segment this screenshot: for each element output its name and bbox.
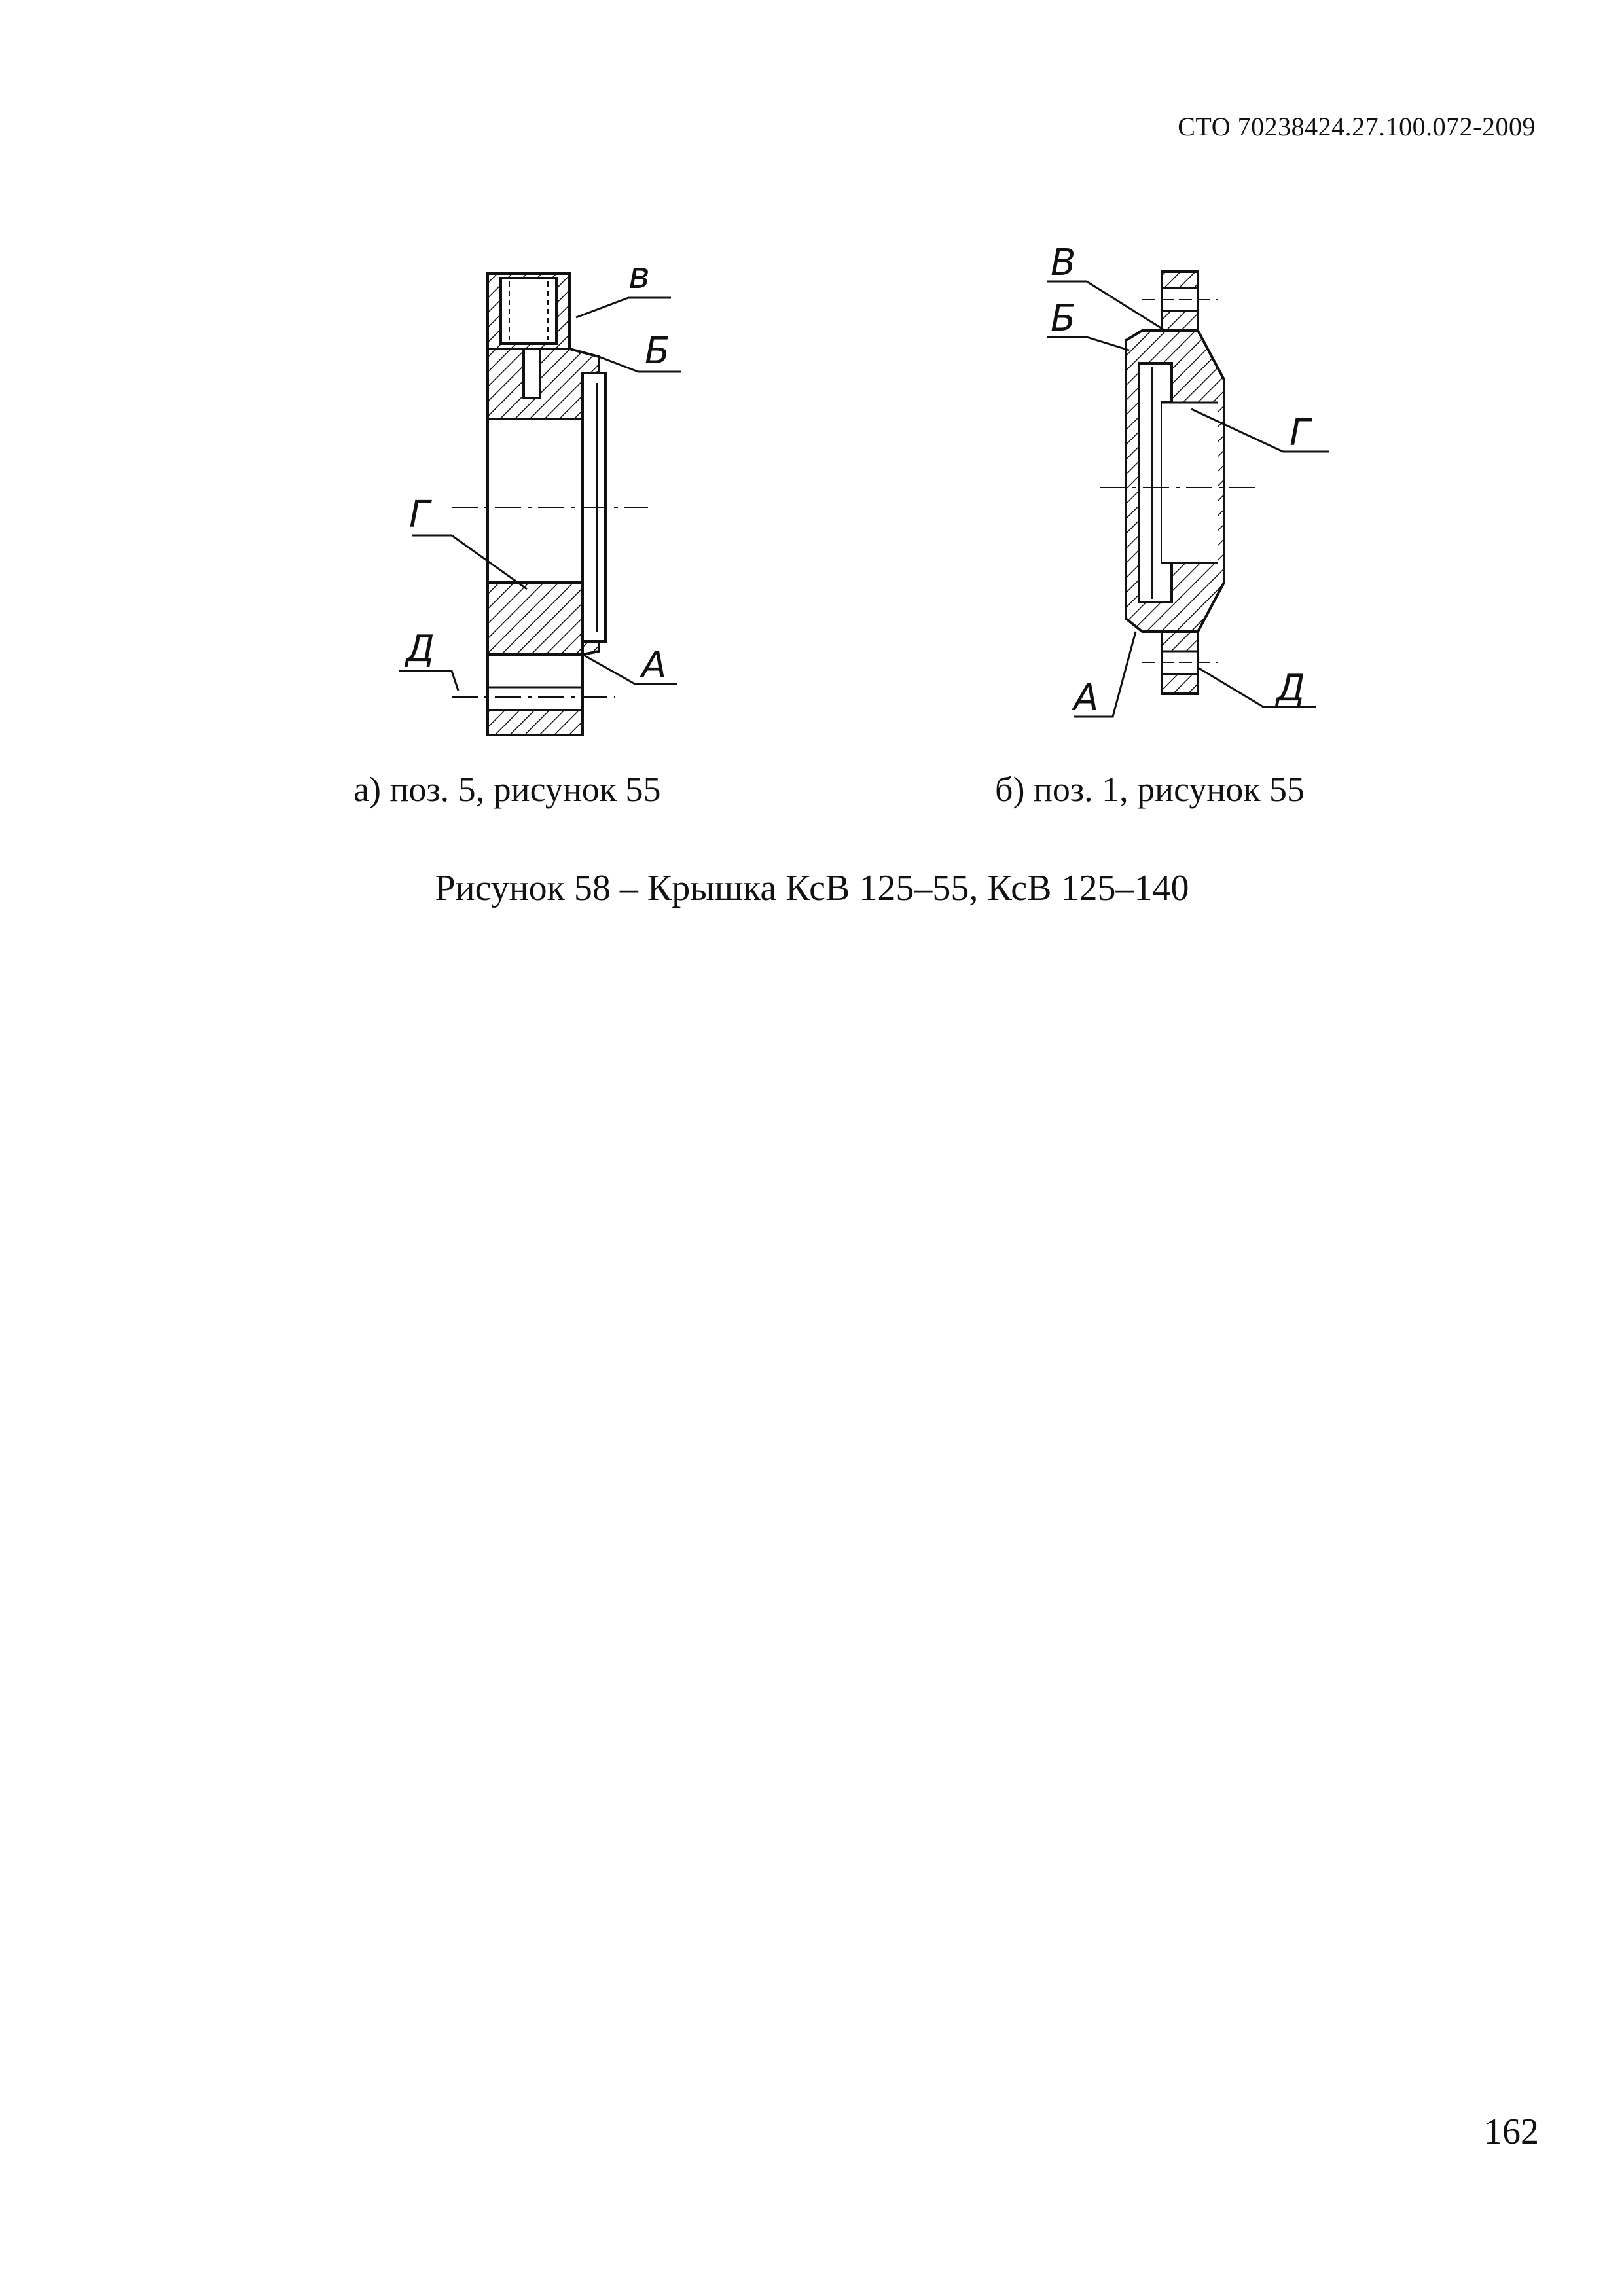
figure-a-label-b: Б [645, 330, 670, 372]
figure-b-label-d: Д [1276, 667, 1305, 709]
figure-b-drawing [1034, 242, 1375, 740]
figure-caption: Рисунок 58 – Крышка КсВ 125–55, КсВ 125–140 [435, 868, 1189, 908]
figure-b-label-a: А [1074, 677, 1099, 719]
figure-a-drawing [380, 249, 746, 759]
figure-a-label-v: в [628, 255, 651, 297]
figure-b-label-b: Б [1051, 297, 1076, 340]
figure-b-caption: б) поз. 1, рисунок 55 [995, 770, 1305, 809]
page-number: 162 [1484, 2111, 1539, 2152]
figure-b-label-g: Г [1290, 412, 1310, 454]
document-code: СТО 70238424.27.100.072-2009 [1178, 112, 1536, 141]
figure-a-label-g: Г [409, 493, 430, 536]
figure-a-label-a: А [641, 644, 667, 687]
figure-a-caption: а) поз. 5, рисунок 55 [353, 770, 661, 809]
figure-b-label-v: В [1051, 242, 1076, 284]
figure-a-label-d: Д [406, 628, 435, 670]
